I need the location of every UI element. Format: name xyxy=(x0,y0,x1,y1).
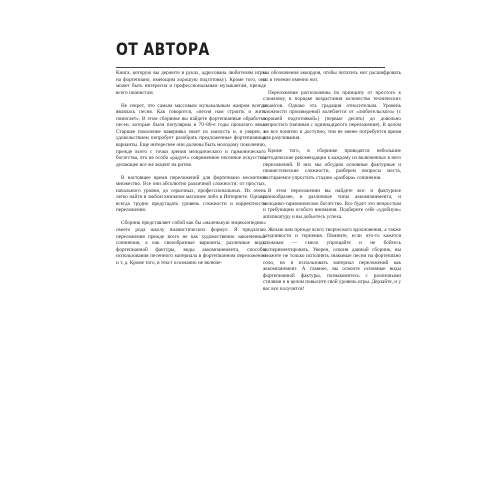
paragraph: Кроме того, в сборнике приводятся небольшие методические рекомендации к каждому из включенных в него переложений. В них мы обсудим основные фактурные и пианистические сложности, разберем вопросы места, постараемся упростить стадию «разбора» сочинения. xyxy=(263,148,401,181)
right-column xyxy=(263,70,401,299)
paragraph: В настоящее время переложений для фортепиано несметное множество. Все они абсолютно различной сложности: от простых, начального уровня, до серьезных, профессиональных. Их очень легко найти в любом книжном магазине либо в Интернете. Однако всегда трудно предугадать уровень сложности и корректности переложения. xyxy=(116,174,266,214)
left-column xyxy=(116,70,266,273)
paragraph: Переложения расположены по принципу от простого к сложному, в порядке возрастания количества технических нюансов. Однако эта градация относительна. Уровень сложности произведений колеблется от «любительского» (с хорошей подготовкой») (первые десять) до довольно непростого (начиная с одиннадцатого переложения). В целом же все понятно и доступно, тем не менее потребуется время для разучивания. xyxy=(263,89,401,142)
title-rule xyxy=(116,67,385,68)
page-title: ОТ АВТОРА xyxy=(116,40,210,60)
paragraph: Желаю вам прежде всего творческого вдохновения, а также усидчивости и терпения. Помните, если что-то кажется сложным — смело упрощайте и не бойтесь экспериментировать. Уверен, освоив данный сборник, вы сможете не только исполнять знакомые песни на фортепиано соло, но и использовать материал переложений как аккомпанемент. А главное, вы освоите основные виды фортепианной фактуры, познакомитесь с различными стилями и в целом повысите свой уровень игры. Дерзайте, и у вас все получится! xyxy=(263,226,401,292)
paragraph: ны обозначения аккордов, чтобы читатель мог расшифровать их в течение именно нот. xyxy=(263,70,401,83)
paragraph: Книга, которую вы держите в руках, адресована любителям игры на фортепиано, имеющим хорошую подготовку). Кроме того, она может быть интересна и профессиональным музыкантам, прежде всего пианистам. xyxy=(116,70,266,96)
paragraph: Не секрет, что самым массовым музыкальным жанром всегда являлась песня. Как говорится, «песня нам строить и жить помогает». В этом сборнике вы найдете фортепианные обработки песен, которые были популярны в 70–80-е годы прошлого века. Старшее поколение наверняка знает их наизусть и, я уверен, с удовольствием попробует разобрать предложенные фортепианные варианты. Еще интереснее они должны быть молодому поколению, прежде всего с точки зрения мелодического и гармонического богатства, что не особо «радует» современное песенное искусство, делающее все же акцент на ритме. xyxy=(116,102,266,168)
paragraph: В этом переложении вы найдете все: и фактурное разнообразие, и различные типы аккомпанемента, и мелодико-гармоническое богатство. Все будет это непростым и требующим особого внимания. Подберите себе «удобную» аппликатуру и вы добьетесь успеха. xyxy=(263,187,401,220)
paragraph: Сборник представляет собой как бы «маленькую энциклопедию» своего рода школу пианистических формул. Я предлагаю переложения прежде всего не как художественно законченные сочинения, а как своеобразные варианты, различные виды фортепианной фактуры, виды аккомпанемента, способы использования песенного материала в фортепианном переложении и т. д. Кроме того, в текст осознанно не включе- xyxy=(116,220,266,266)
